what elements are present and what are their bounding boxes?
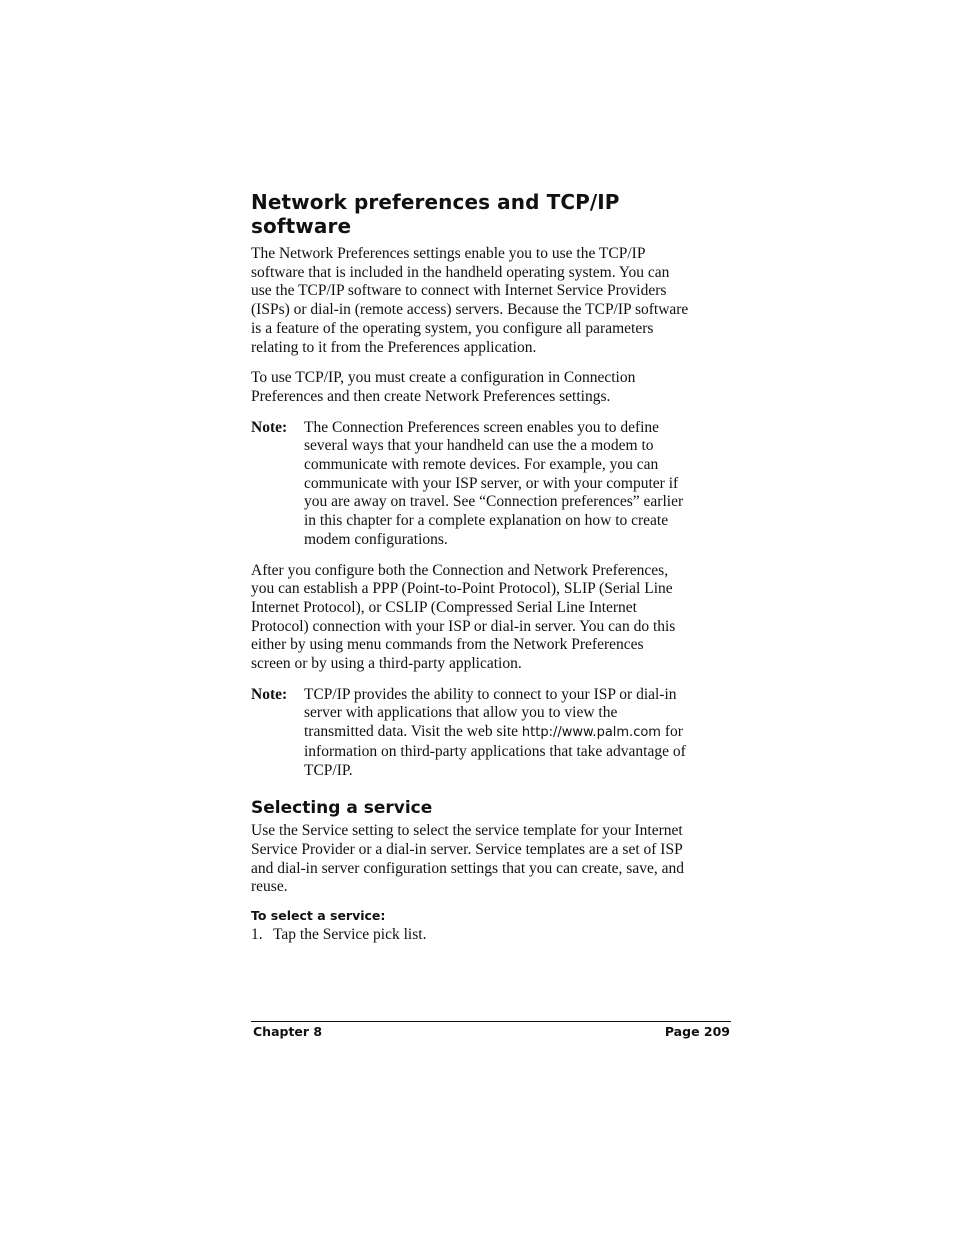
service-paragraph: [251, 822, 733, 897]
text-line: you are away on travel. See “Connection preferences” earlier: [304, 493, 684, 511]
footer-page-number: Page 209: [664, 1024, 730, 1039]
page-footer: [253, 1024, 730, 1040]
text-line: several ways that your handheld can use the a modem to: [304, 437, 654, 455]
note-tcpip: [251, 686, 733, 781]
page-content: [251, 190, 733, 945]
text-line: TCP/IP.: [304, 761, 353, 779]
text-line: for: [660, 723, 683, 741]
intro-paragraph: [251, 245, 733, 357]
text-line: Internet Protocol), or CSLIP (Compressed Serial Line Internet: [251, 598, 637, 616]
procedure-step: [251, 926, 733, 945]
text-line: communicate with your ISP server, or with your computer if: [304, 474, 679, 492]
text-line: in this chapter for a complete explanation on how to create: [304, 512, 669, 530]
text-line: The Network Preferences settings enable you to use the TCP/IP: [251, 245, 646, 262]
section-title: [251, 190, 733, 238]
step-text: Tap the Service pick list.: [273, 926, 427, 944]
text-line: server with applications that allow you to view the: [304, 704, 618, 722]
text-line: The Connection Preferences screen enables you to define: [304, 418, 660, 436]
text-line: Use the Service setting to select the service template for your Internet: [251, 822, 683, 840]
text-line: Protocol) connection with your ISP or dial-in server. You can do this: [251, 617, 676, 635]
protocols-paragraph: [251, 562, 733, 674]
text-line: (ISPs) or dial-in (remote access) servers. Because the TCP/IP software: [251, 301, 689, 319]
text-line: relating to it from the Preferences application.: [251, 338, 537, 356]
text-line: transmitted data. Visit the web site: [304, 723, 522, 741]
text-line: communicate with remote devices. For example, you can: [304, 456, 659, 474]
text-line: and dial-in server configuration settings that you can create, save, and: [251, 859, 684, 877]
note-text: [304, 419, 733, 550]
text-line: modem configurations.: [304, 530, 448, 548]
text-line: is a feature of the operating system, you configure all parameters: [251, 319, 654, 337]
section-title-line: software: [251, 214, 352, 238]
note-label: Note:: [251, 685, 288, 703]
footer-divider: [251, 1021, 731, 1022]
note-connection-preferences: [251, 419, 733, 550]
procedure-title: To select a service:: [251, 908, 386, 924]
footer-chapter: Chapter 8: [253, 1024, 323, 1039]
note-label: Note:: [251, 418, 288, 436]
text-line: Service Provider or a dial-in server. Service templates are a set of ISP: [251, 840, 683, 858]
step-number: 1.: [251, 926, 263, 944]
text-line: To use TCP/IP, you must create a configuration in Connection: [251, 369, 636, 387]
note-text: [304, 686, 733, 781]
usage-paragraph: [251, 369, 733, 406]
palm-url-link[interactable]: http://www.palm.com: [521, 725, 661, 741]
text-line: Preferences and then create Network Preferences settings.: [251, 387, 611, 405]
text-line: screen or by using a third-party application.: [251, 655, 522, 673]
text-line: TCP/IP provides the ability to connect to your ISP or dial-in: [304, 685, 677, 703]
text-line: software that is included in the handheld operating system. You can: [251, 263, 670, 281]
text-line: you can establish a PPP (Point-to-Point Protocol), SLIP (Serial Line: [251, 580, 673, 598]
section-title-line: Network preferences and TCP/IP: [251, 190, 620, 214]
text-line: information on third-party applications that take advantage of: [304, 742, 686, 760]
text-line: After you configure both the Connection and Network Preferences,: [251, 561, 669, 579]
text-line: reuse.: [251, 878, 288, 896]
subsection-title: Selecting a service: [251, 798, 433, 819]
text-line: use the TCP/IP software to connect with Internet Service Providers: [251, 282, 667, 300]
text-line: either by using menu commands from the Network Preferences: [251, 636, 644, 654]
